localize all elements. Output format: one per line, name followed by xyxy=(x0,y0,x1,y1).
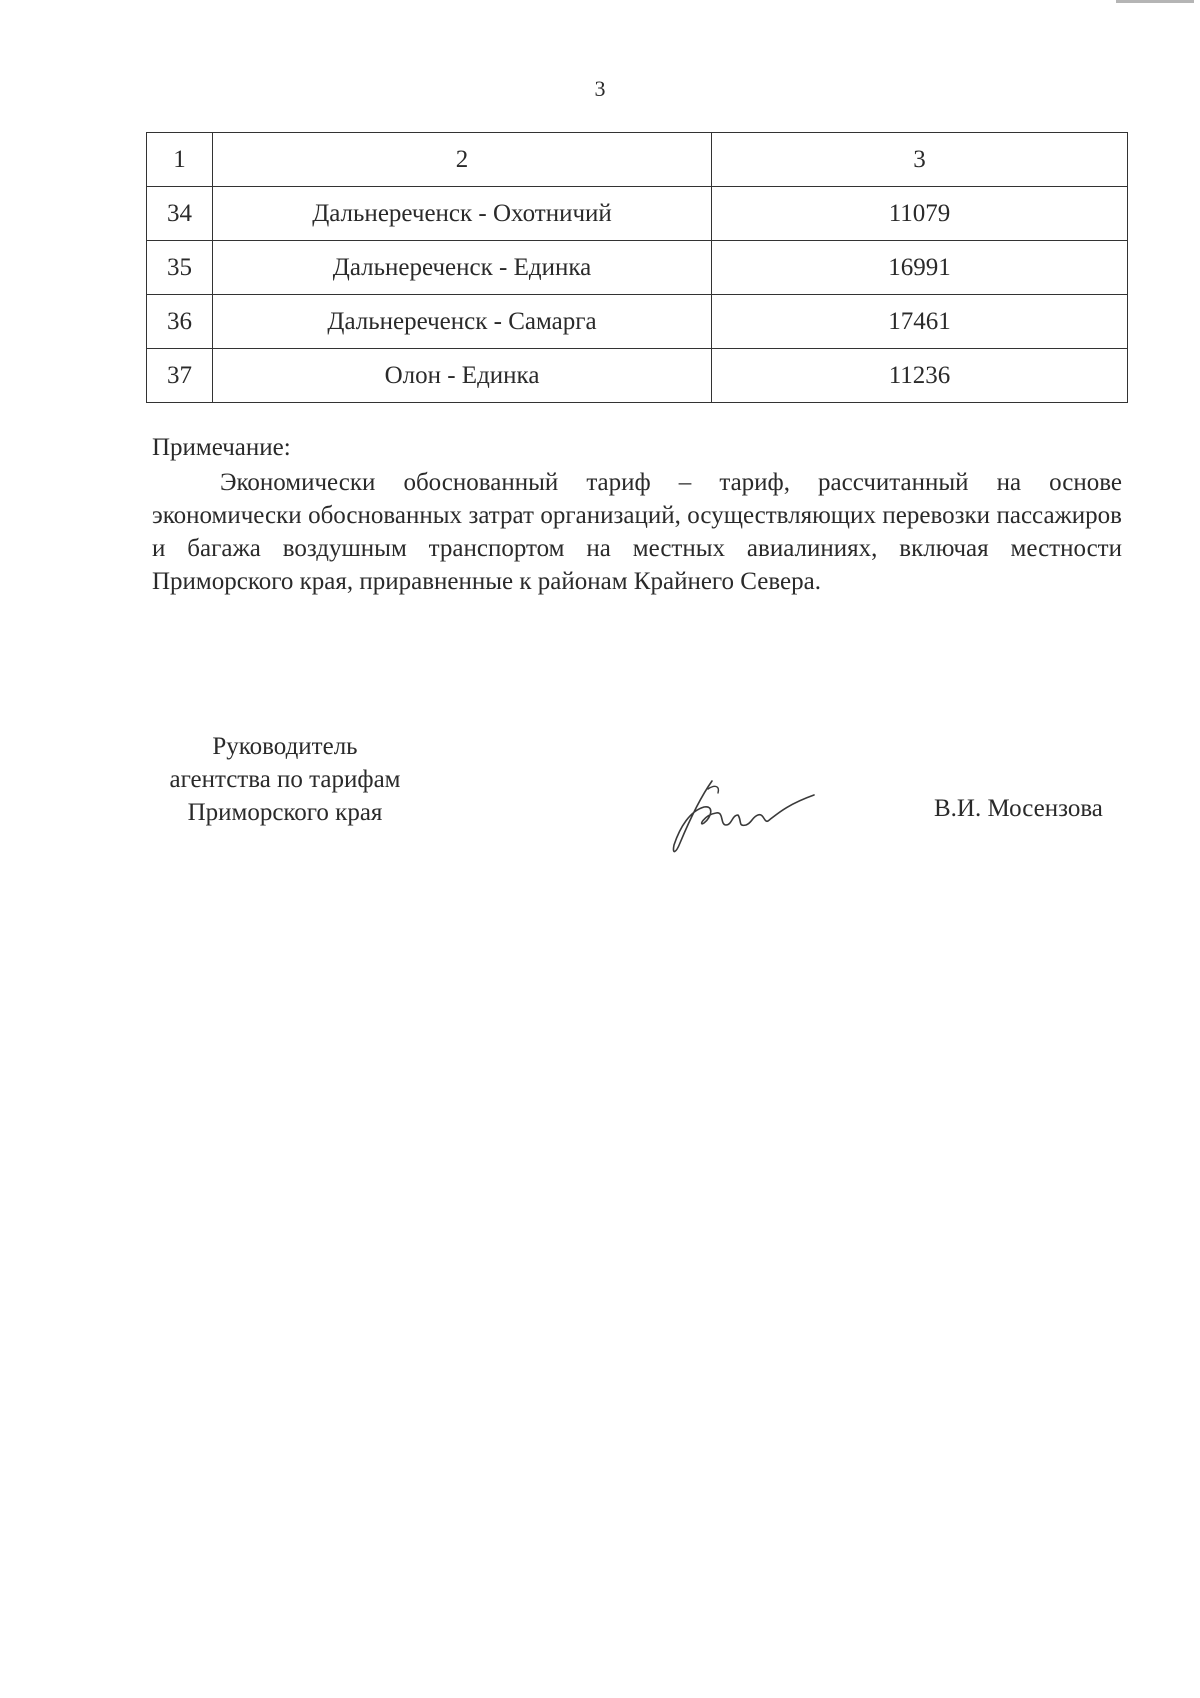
signer-name: В.И. Мосензова xyxy=(934,795,1103,822)
signer-title-line: Руководитель xyxy=(212,733,358,760)
row-number: 36 xyxy=(147,295,213,349)
handwritten-signature xyxy=(668,775,818,855)
table-row xyxy=(147,187,1128,241)
table-row xyxy=(147,241,1128,295)
row-route: Дальнереченск - Самарга xyxy=(213,295,712,349)
signer-title-line: Приморского края xyxy=(187,799,383,826)
table-header-row xyxy=(147,133,1128,187)
row-route: Дальнереченск - Охотничий xyxy=(213,187,712,241)
note-title: Примечание: xyxy=(152,434,291,461)
header-cell-number: 1 xyxy=(147,133,213,187)
header-cell-route: 2 xyxy=(213,133,712,187)
row-route: Дальнереченск - Единка xyxy=(213,241,712,295)
signer-title xyxy=(130,730,440,829)
page-number: 3 xyxy=(594,76,606,101)
signer-title-line: агентства по тарифам xyxy=(169,766,401,793)
row-tariff: 11236 xyxy=(712,349,1128,403)
table-row xyxy=(147,349,1128,403)
row-number: 35 xyxy=(147,241,213,295)
header-cell-tariff: 3 xyxy=(712,133,1128,187)
row-number: 37 xyxy=(147,349,213,403)
tariff-table xyxy=(146,132,1128,403)
table-row xyxy=(147,295,1128,349)
note-text: Экономически обоснованный тариф – тариф, рассчитанный на основе экономически обоснованных затрат организаций, осуществляющих перевозки пассажиров и багажа воздушным транспортом на местных авиалиниях, включая местности Приморского края, приравненные к районам Крайнего Севера. xyxy=(152,469,1122,595)
row-route: Олон - Единка xyxy=(213,349,712,403)
row-tariff: 11079 xyxy=(712,187,1128,241)
row-tariff: 17461 xyxy=(712,295,1128,349)
row-tariff: 16991 xyxy=(712,241,1128,295)
scan-corner-mark xyxy=(1116,0,1194,3)
row-number: 34 xyxy=(147,187,213,241)
